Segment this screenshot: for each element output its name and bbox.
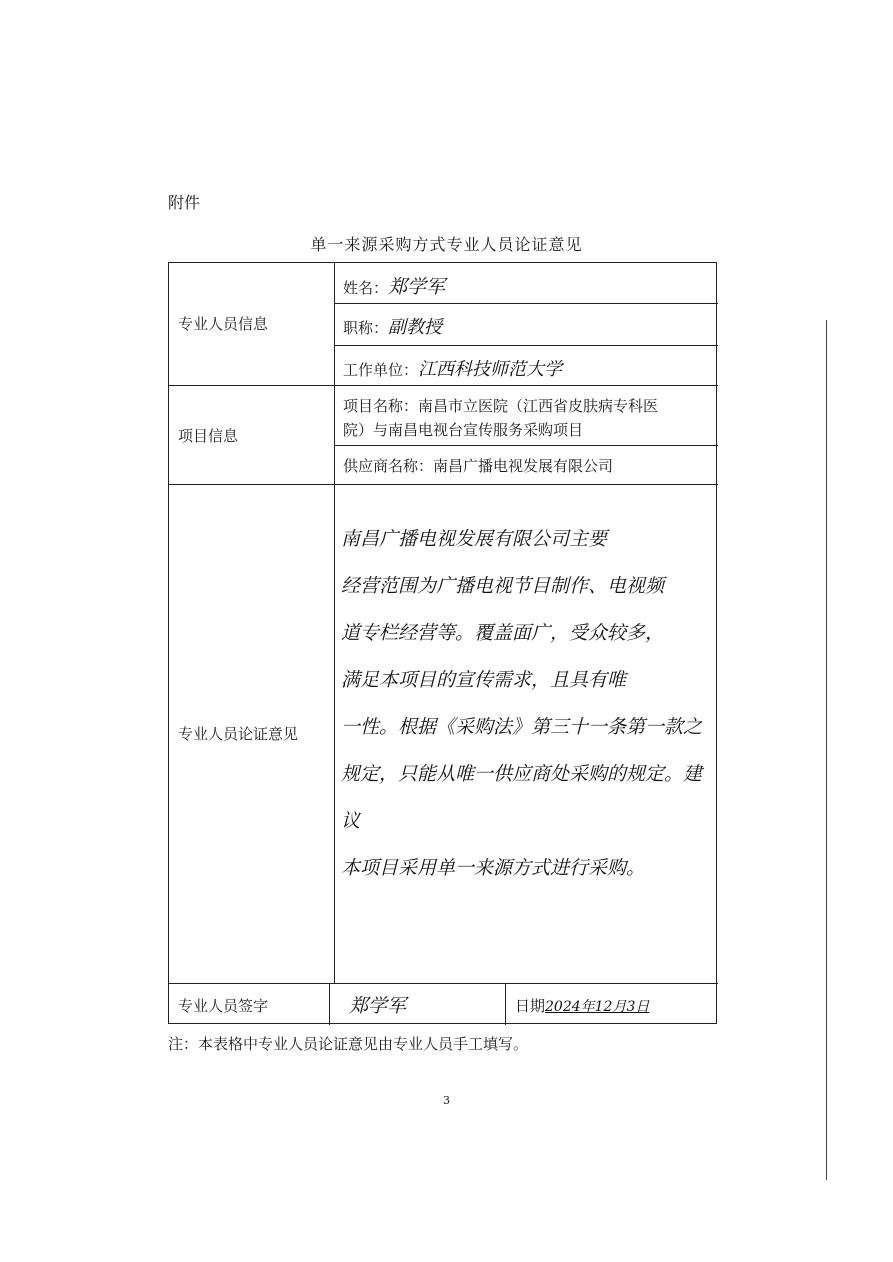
signature-value: 郑学军 — [349, 995, 407, 1017]
employer-label: 工作单位： — [343, 361, 419, 379]
project-info-label: 项目信息 — [178, 427, 239, 445]
employer-row — [343, 355, 562, 381]
page-number: 3 — [443, 1094, 450, 1107]
section-divider-opinion — [169, 484, 718, 485]
title-row — [343, 313, 442, 339]
project-name-label: 项目名称： — [343, 397, 419, 415]
project-name-line1 — [343, 395, 658, 416]
title-label: 职称： — [343, 319, 389, 337]
employer-value: 江西科技师范大学 — [418, 359, 563, 380]
footnote: 注：本表格中专业人员论证意见由专业人员手工填写。 — [168, 1035, 529, 1053]
section-divider-project — [169, 385, 718, 386]
opinion-label: 专业人员论证意见 — [178, 725, 299, 743]
row-divider-title — [334, 345, 718, 346]
signature-column-divider — [329, 983, 330, 1025]
name-row — [343, 272, 445, 299]
argument-form — [168, 262, 717, 1024]
form-title: 单一来源采购方式专业人员论证意见 — [310, 235, 583, 254]
expert-info-label: 专业人员信息 — [178, 315, 269, 333]
supplier-value: 南昌广播电视发展有限公司 — [433, 457, 614, 475]
date-value: 2024年12月3日 — [545, 999, 650, 1015]
signature-label: 专业人员签字 — [178, 997, 269, 1015]
column-divider — [334, 263, 335, 983]
date-label: 日期 — [515, 997, 546, 1015]
project-name-value-line1: 南昌市立医院（江西省皮肤病专科医 — [418, 397, 659, 415]
name-label: 姓名： — [343, 279, 389, 297]
date-column-divider — [505, 983, 506, 1025]
project-name-value-line2: 院）与南昌电视台宣传服务采购项目 — [343, 421, 584, 439]
supplier-label: 供应商名称： — [343, 457, 434, 475]
scan-edge-line — [826, 320, 827, 1180]
supplier-row — [343, 455, 613, 476]
row-divider-name — [334, 303, 718, 304]
opinion-text: 南昌广播电视发展有限公司主要 经营范围为广播电视节目制作、电视频 道专栏经营等。覆盖面广，受众较多， 满足本项目的宣传需求，且具有唯 一性。根据《采购法》第三十一条第一款之 规定，只能从唯一供应商处采购的规定。建议 本项目采用单一来源方式进行采购。 — [341, 528, 703, 879]
section-divider-signature — [169, 983, 718, 984]
date-row — [515, 995, 649, 1016]
name-value: 郑学军 — [388, 276, 446, 298]
title-value: 副教授 — [388, 317, 443, 338]
attachment-label: 附件 — [168, 193, 201, 212]
row-divider-supplier — [334, 445, 718, 446]
